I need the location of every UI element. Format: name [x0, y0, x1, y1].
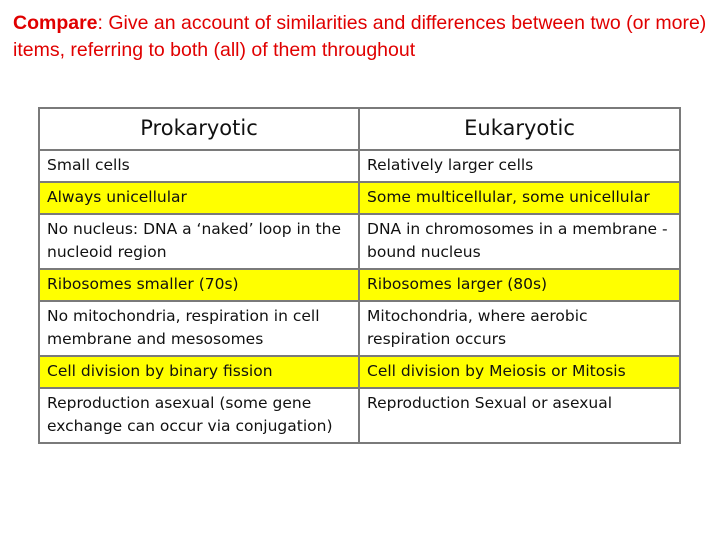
eukaryotic-cell: Some multicellular, some unicellular	[359, 182, 680, 214]
table-row	[39, 182, 680, 214]
eukaryotic-cell: Reproduction Sexual or asexual	[359, 388, 680, 443]
table-row	[39, 269, 680, 301]
eukaryotic-cell: Ribosomes larger (80s)	[359, 269, 680, 301]
prokaryotic-cell: No mitochondria, respiration in cell membrane and mesosomes	[39, 301, 359, 356]
table-row	[39, 301, 680, 356]
header-prokaryotic: Prokaryotic	[39, 108, 359, 150]
table-row	[39, 214, 680, 269]
eukaryotic-cell: DNA in chromosomes in a membrane -bound nucleus	[359, 214, 680, 269]
compare-definition-text: : Give an account of similarities and differences between two (or more) items, referring to both (all) of them throughout	[13, 12, 707, 61]
eukaryotic-cell: Relatively larger cells	[359, 150, 680, 182]
compare-definition	[13, 10, 713, 64]
prokaryotic-cell: Cell division by binary fission	[39, 356, 359, 388]
prokaryotic-cell: Ribosomes smaller (70s)	[39, 269, 359, 301]
table-row	[39, 388, 680, 443]
prokaryotic-cell: Small cells	[39, 150, 359, 182]
eukaryotic-cell: Cell division by Meiosis or Mitosis	[359, 356, 680, 388]
eukaryotic-cell: Mitochondria, where aerobic respiration occurs	[359, 301, 680, 356]
comparison-table	[38, 107, 681, 444]
prokaryotic-cell: Reproduction asexual (some gene exchange can occur via conjugation)	[39, 388, 359, 443]
prokaryotic-cell: No nucleus: DNA a ‘naked’ loop in the nucleoid region	[39, 214, 359, 269]
header-eukaryotic: Eukaryotic	[359, 108, 680, 150]
compare-term: Compare	[13, 12, 98, 34]
prokaryotic-cell: Always unicellular	[39, 182, 359, 214]
table-row	[39, 150, 680, 182]
header-row	[39, 108, 680, 150]
table-row	[39, 356, 680, 388]
